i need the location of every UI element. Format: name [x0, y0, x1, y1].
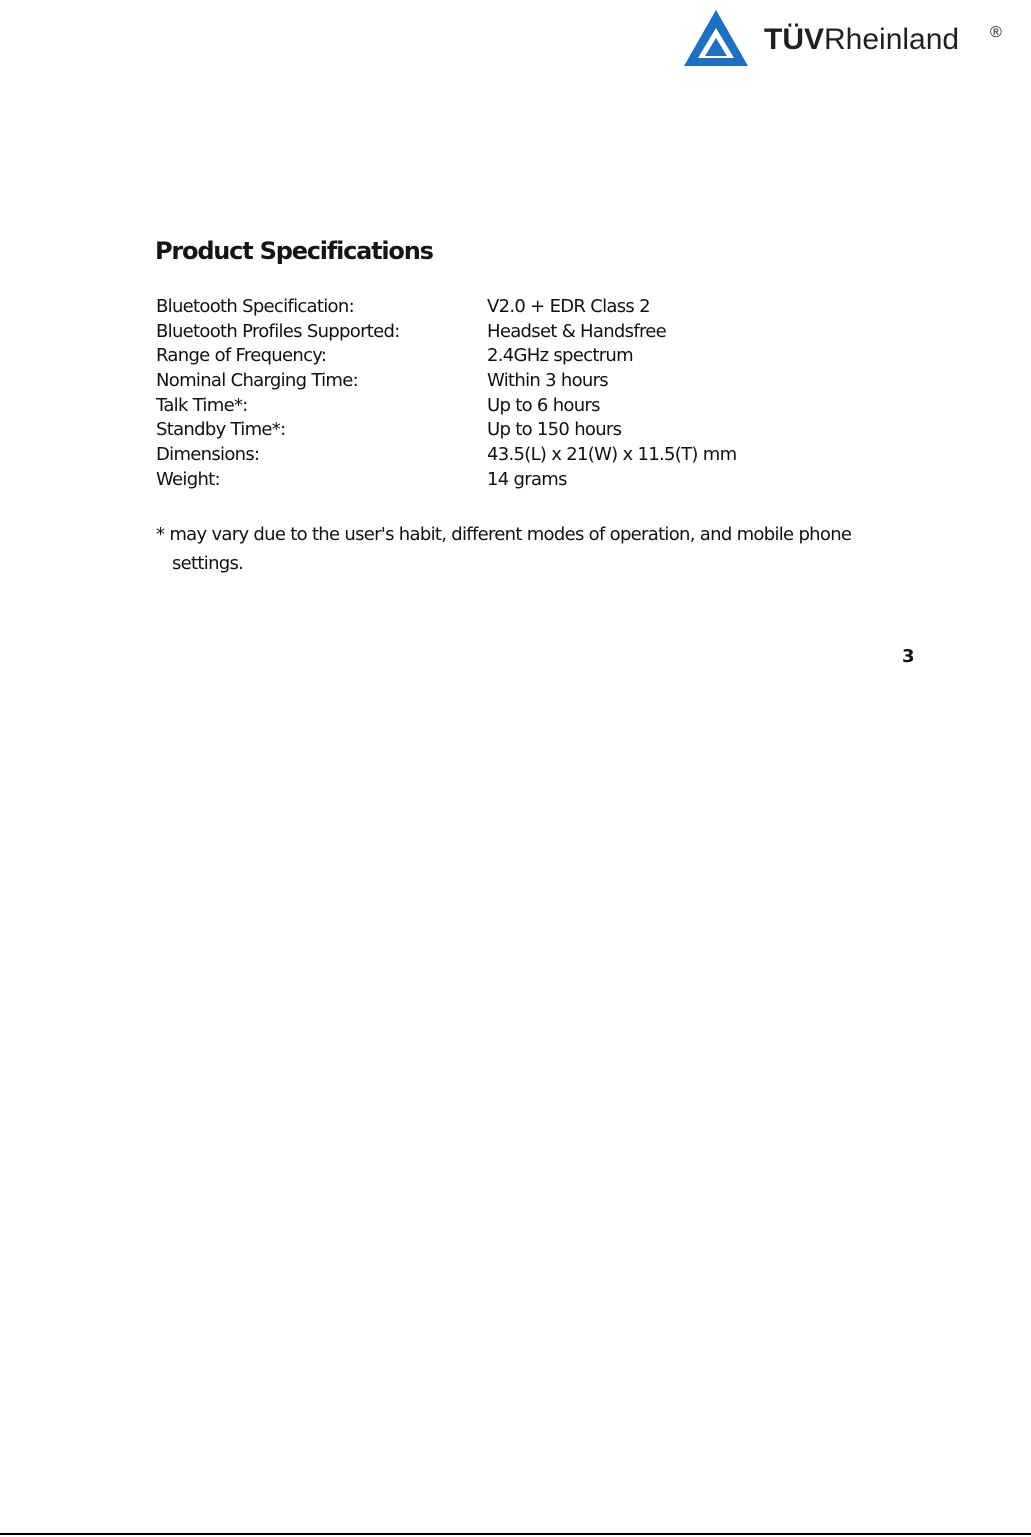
tuv-rheinland-logo — [682, 6, 1012, 70]
page-title: Product Specifications — [155, 237, 433, 265]
spec-label: Weight: — [156, 468, 220, 490]
spec-value: 14 grams — [487, 468, 567, 490]
logo-wordmark — [764, 22, 959, 58]
spec-row-charging-time — [156, 368, 856, 393]
spec-row-bluetooth-specification — [156, 294, 856, 319]
registered-mark: ® — [990, 24, 1002, 41]
spec-row-dimensions — [156, 442, 856, 467]
spec-label: Nominal Charging Time: — [156, 370, 358, 392]
spec-value: 2.4GHz spectrum — [487, 345, 633, 367]
spec-label: Standby Time*: — [156, 419, 286, 441]
spec-label: Talk Time*: — [156, 394, 248, 416]
spec-label: Bluetooth Specification: — [156, 296, 354, 317]
spec-value: Up to 6 hours — [487, 394, 600, 416]
logo-brand-bold: TÜV — [764, 23, 824, 56]
spec-label: Bluetooth Profiles Supported: — [156, 320, 400, 342]
spec-row-frequency — [156, 343, 856, 368]
spec-row-bluetooth-profiles — [156, 319, 856, 344]
spec-row-weight — [156, 467, 856, 492]
tuv-triangle-icon — [682, 8, 750, 68]
bottom-divider — [0, 1533, 1031, 1535]
spec-row-standby-time — [156, 417, 856, 442]
specifications-list — [156, 294, 856, 492]
spec-label: Range of Frequency: — [156, 345, 327, 367]
spec-value: Up to 150 hours — [487, 419, 622, 441]
spec-value: 43.5(L) x 21(W) x 11.5(T) mm — [487, 444, 737, 466]
spec-label: Dimensions: — [156, 444, 260, 466]
footnote-line: * may vary due to the user's habit, different modes of operation, and mobile phone — [156, 524, 852, 545]
spec-row-talk-time — [156, 393, 856, 418]
footnote — [156, 521, 876, 578]
page-number: 3 — [902, 646, 915, 667]
footnote-line: settings. — [172, 552, 244, 574]
logo-brand-regular: Rheinland — [824, 23, 960, 56]
spec-value: Within 3 hours — [487, 370, 608, 392]
spec-value: Headset & Handsfree — [487, 320, 667, 342]
spec-value: V2.0 + EDR Class 2 — [487, 296, 650, 317]
